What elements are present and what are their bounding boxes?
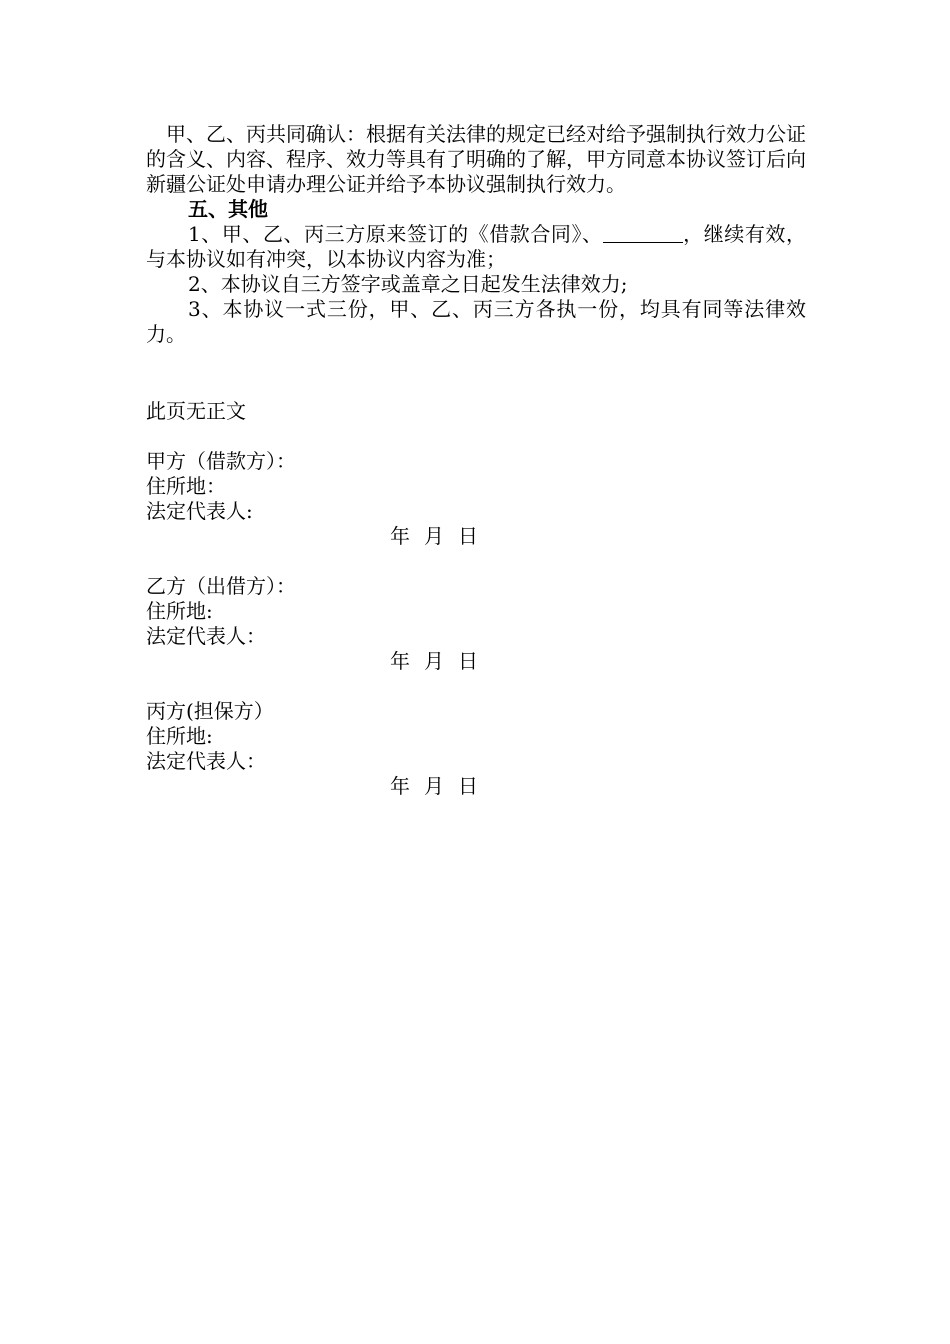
date-month: 月: [424, 649, 444, 673]
section-five-heading: 五、其他: [188, 197, 268, 221]
party-a-address: 住所地：: [146, 474, 226, 498]
item-1-text-after: ，继续有效，与本协议如有冲突，以本协议内容为准；: [146, 222, 807, 271]
party-c-title: 丙方(担保方）: [146, 699, 274, 723]
item-1-text-before: 1、甲、乙、丙三方原来签订的《借款合同》、: [188, 222, 603, 246]
no-text-note: 此页无正文: [146, 399, 246, 423]
date-year: 年: [390, 524, 410, 548]
party-a-legal-rep: 法定代表人:: [146, 499, 253, 523]
spacer: [146, 347, 806, 399]
date-day: 日: [458, 524, 478, 548]
party-b-date: [146, 649, 806, 674]
spacer: [146, 674, 806, 699]
party-c-legal-rep: 法定代表人：: [146, 749, 266, 773]
date-day: 日: [458, 774, 478, 798]
party-b-legal-rep: 法定代表人：: [146, 624, 266, 648]
party-c-date: [146, 774, 806, 799]
party-a-date: [146, 524, 806, 549]
spacer: [146, 549, 806, 574]
date-month: 月: [424, 524, 444, 548]
section-five-item-3: 3、本协议一式三份，甲、乙、丙三方各执一份，均具有同等法律效力。: [146, 297, 806, 346]
document-page: [146, 122, 806, 799]
section-five-item-1: [146, 222, 806, 272]
party-a-title: 甲方（借款方）：: [146, 449, 296, 473]
party-c-block: [146, 699, 806, 799]
confirmation-paragraph: 甲、乙、丙共同确认：根据有关法律的规定已经对给予强制执行效力公证的含义、内容、程序、效力等具有了明确的了解，甲方同意本协议签订后向新疆公证处申请办理公证并给予本协议强制执行效力。: [146, 122, 806, 196]
section-five-item-2: 2、本协议自三方签字或盖章之日起发生法律效力;: [188, 272, 628, 296]
party-b-title: 乙方（出借方）：: [146, 574, 296, 598]
date-year: 年: [390, 649, 410, 673]
date-year: 年: [390, 774, 410, 798]
date-month: 月: [424, 774, 444, 798]
date-day: 日: [458, 649, 478, 673]
spacer: [146, 424, 806, 449]
party-b-address: 住所地:: [146, 599, 213, 623]
party-b-block: [146, 574, 806, 674]
party-c-address: 住所地:: [146, 724, 213, 748]
party-a-block: [146, 449, 806, 549]
contract-blank-field: [603, 224, 683, 243]
